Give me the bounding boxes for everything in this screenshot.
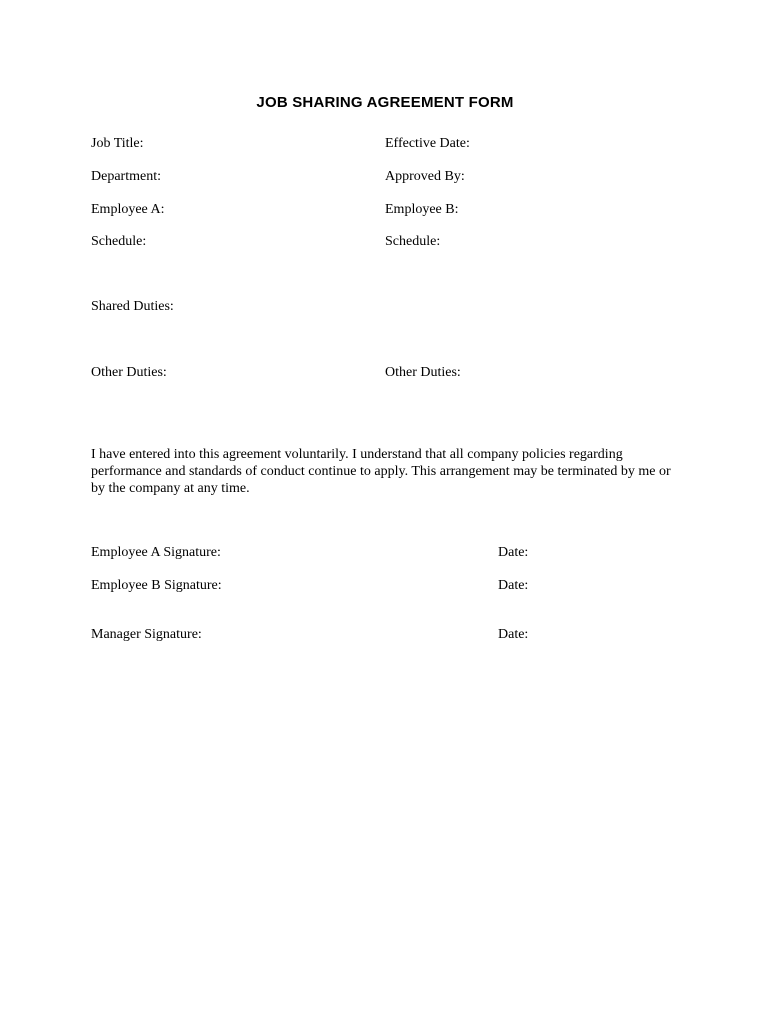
schedule-a-label: Schedule: xyxy=(91,234,147,249)
job-title-label: Job Title: xyxy=(91,136,144,151)
shared-duties-label: Shared Duties: xyxy=(91,299,174,314)
agreement-line-2: performance and standards of conduct continue to apply. This arrangement may be terminated by me or xyxy=(91,464,671,479)
employee-a-label: Employee A: xyxy=(91,202,165,217)
effective-date-label: Effective Date: xyxy=(385,136,470,151)
employee-b-label: Employee B: xyxy=(385,202,459,217)
employee-b-signature-label: Employee B Signature: xyxy=(91,578,222,593)
agreement-line-3: by the company at any time. xyxy=(91,481,250,496)
employee-b-date-label: Date: xyxy=(498,578,529,593)
employee-a-date-label: Date: xyxy=(498,545,529,560)
approved-by-label: Approved By: xyxy=(385,169,465,184)
page-title: JOB SHARING AGREEMENT FORM xyxy=(256,94,514,111)
other-duties-b-label: Other Duties: xyxy=(385,365,461,380)
manager-date-label: Date: xyxy=(498,627,529,642)
agreement-line-1: I have entered into this agreement voluntarily. I understand that all company policies regarding xyxy=(91,447,623,462)
agreement-paragraph xyxy=(91,446,681,497)
employee-a-signature-label: Employee A Signature: xyxy=(91,545,221,560)
schedule-b-label: Schedule: xyxy=(385,234,441,249)
department-label: Department: xyxy=(91,169,161,184)
manager-signature-label: Manager Signature: xyxy=(91,627,202,642)
other-duties-a-label: Other Duties: xyxy=(91,365,167,380)
